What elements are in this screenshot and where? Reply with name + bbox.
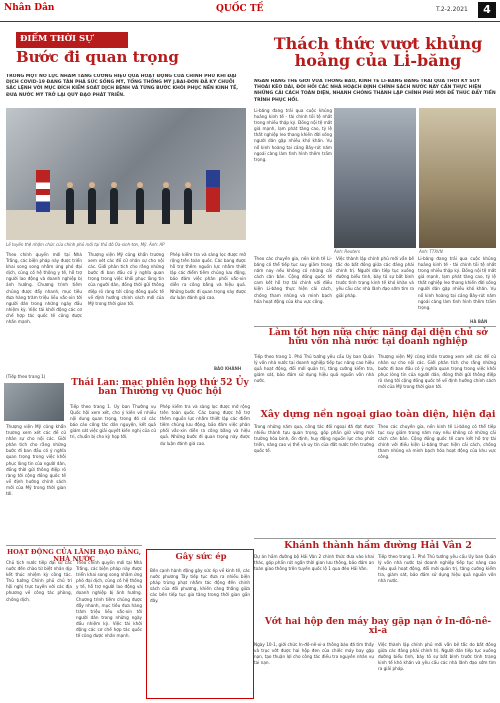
story8-headline: HOẠT ĐỘNG CỦA LÃNH ĐẠO ĐẢNG, NHÀ NƯỚC: [6, 548, 142, 563]
story8-column: Chủ tịch nước tiếp đại sứ các nước đến chào từ biệt nhân dịp kết thúc nhiệm kỳ công tác. Thủ tướng Chính phủ chủ trì hội nghị trực tuyến với các địa phương về công tác phòng, chống dịch.: [6, 560, 72, 602]
story1-author: BẢO KHÁNH: [214, 366, 242, 371]
story1-photo: [6, 108, 246, 240]
story2-column: Li-băng đang trải qua cuộc khủng hoảng kinh tế - tài chính tồi tệ nhất trong nhiều thập kỷ. Đồng nội tệ mất giá mạnh, lạm phát tăng cao, tỷ lệ thất nghiệp leo thang khiến đời sống người dân gặp nhiều khó khăn. Vụ nổ kinh hoàng tại cảng Bây-rút năm ngoái càng làm tình hình thêm trầm trọng.: [254, 108, 332, 162]
story2-column: Li-băng đang trải qua cuộc khủng hoảng kinh tế - tài chính tồi tệ nhất trong nhiều thập kỷ. Đồng nội tệ mất giá mạnh, lạm phát tăng cao, tỷ lệ thất nghiệp leo thang khiến đời sống người dân gặp nhiều khó khăn. Vụ nổ kinh hoàng tại cảng Bây-rút năm ngoái càng làm tình hình thêm trầm trọng.: [418, 256, 496, 310]
story4-headline: Xây dựng nền ngoại giao toàn diện, hiện đại: [260, 409, 496, 420]
story4-column: Theo các chuyên gia, nền kinh tế Li-băng có thể tiếp tục suy giảm trong năm nay nếu không có những cải cách căn bản. Cộng đồng quốc tế cam kết hỗ trợ tài chính với điều kiện Li-băng thực hiện cải cách, chống tham nhũng và minh bạch hóa hoạt động của khu vực công.: [378, 424, 496, 460]
story5-column: Dự án hầm đường bộ Hải Vân 2 chính thức đưa vào khai thác, góp phần rút ngắn thời gian lưu thông, bảo đảm an toàn giao thông trên tuyến quốc lộ 1 qua đèo Hải Vân.: [254, 554, 374, 572]
newspaper-logo: Nhân Dân: [4, 3, 55, 13]
continued-label: (Tiếp theo trang 1): [6, 374, 46, 379]
story1-column: Thượng viện Mỹ cũng khẩn trương xem xét các đề cử nhân sự cho nội các. Giới phân tích cho rằng những bước đi ban đầu có ý nghĩa quan trọng trong việc khôi phục lòng tin của người dân, đồng thời gửi thông điệp rõ ràng tới cộng đồng quốc tế về định hướng chính sách mới của Mỹ trong thời gian tới.: [88, 252, 164, 306]
story5-headline: Khánh thành hầm đường Hải Vân 2: [284, 540, 472, 551]
story2-headline: Thách thức vượt khủng hoảng của Li-băng: [273, 34, 483, 70]
story1-headline: Bước đi quan trọng: [16, 48, 179, 66]
story4-column: Trong những năm qua, công tác đối ngoại đã đạt được nhiều thành tựu quan trọng, góp phần giữ vững môi trường hòa bình, ổn định, huy động nguồn lực cho phát triển, nâng cao vị thế và uy tín của đất nước trên trường quốc tế.: [254, 424, 374, 454]
story7-headline: Thái Lan: mạc phiên họp thứ 52 Ủy ban Thường vụ Quốc hội: [71, 378, 249, 398]
story2-column: Theo các chuyên gia, nền kinh tế Li-băng có thể tiếp tục suy giảm trong năm nay nếu không có những cải cách căn bản. Cộng đồng quốc tế cam kết hỗ trợ tài chính với điều kiện Li-băng thực hiện cải cách, chống tham nhũng và minh bạch hóa hoạt động của khu vực công.: [254, 256, 332, 304]
story9-column: Bên cạnh hành động gây sức ép về kinh tế, các nước phương Tây tiếp tục đưa ra nhiều biện pháp trừng phạt nhằm tác động đến chính sách của đối phương, khiến căng thẳng giữa các bên tiếp tục gia tăng trong thời gian gần đây.: [150, 568, 250, 604]
column-kicker: ĐIỂM THỜI SỰ: [16, 32, 128, 48]
story1-column: Theo chính quyền mới tại Nhà Trắng, các biện pháp này được triển khai song song nhằm ứng phó đại dịch, củng cố hệ thống y tế, hỗ trợ người lao động và doanh nghiệp bị ảnh hưởng. Chương trình tiêm chủng được đẩy nhanh, mục tiêu đưa hàng trăm triệu liều vắc-xin tới người dân trong những ngày đầu nhiệm kỳ. Việc tái khởi động các cơ chế hợp tác quốc tế cũng được nhấn mạnh.: [6, 252, 82, 325]
story1-lede: TRONG MỘT NỖ LỰC NHẰM TĂNG CƯỜNG HIỆU QUẢ HOẠT ĐỘNG CỦA CHÍNH PHỦ KHI ĐẠI DỊCH COVID-19 ĐANG TÀN PHÁ SỨC SỐNG MỸ, TỔNG THỐNG MỸ J.BAI-ĐƠN ĐÃ KÝ CHUỖI SẮC LỆNH VỚI MỤC ĐÍCH KIỂM SOÁT DỊCH BỆNH VÀ TỪNG BƯỚC KHÔI PHỤC NỀN KINH TẾ, ĐƯA NƯỚC MỸ TRỞ LẠI QUỸ ĐẠO PHÁT TRIỂN.: [6, 74, 239, 98]
story7-column: Phép kiểm tra và sàng lọc được mở rộng trên toàn quốc. Các bang được hỗ trợ thêm nguồn lực nhằm thiết lập các điểm tiêm chủng lưu động, bảo đảm việc phân phối vắc-xin diễn ra công bằng và hiệu quả. Những bước đi quan trọng này được dư luận đánh giá cao.: [160, 404, 250, 446]
issue-date: T.2-2.2021: [436, 6, 468, 13]
story2-caption: Ảnh: Reuters: [334, 249, 360, 254]
story6-headline: Vớt hai hộp đen máy bay gặp nạn ở In-đô-nê-xi-a: [264, 617, 492, 637]
story8-column: Theo chính quyền mới tại Nhà Trắng, các biện pháp này được triển khai song song nhằm ứng phó đại dịch, củng cố hệ thống y tế, hỗ trợ người lao động và doanh nghiệp bị ảnh hưởng. Chương trình tiêm chủng được đẩy nhanh, mục tiêu đưa hàng trăm triệu liều vắc-xin tới người dân trong những ngày đầu nhiệm kỳ. Việc tái khởi động các cơ chế hợp tác quốc tế cũng được nhấn mạnh.: [76, 560, 142, 639]
story7-column: Tiếp theo trang 1. Ủy ban Thường vụ Quốc hội xem xét, cho ý kiến về nhiều nội dung quan trọng, trong đó có các báo cáo công tác dân nguyện, kết quả giám sát việc giải quyết kiến nghị của cử tri, chuẩn bị cho kỳ họp tới.: [70, 404, 156, 440]
story1-caption: Lễ tuyên thệ nhậm chức của chính phủ mới tại thủ đô Oa-sinh-tơn, Mỹ. Ảnh: AP: [6, 242, 165, 247]
story2-photo: [419, 108, 496, 248]
story3-column: Tiếp theo trang 1. Phó Thủ tướng yêu cầu Ủy ban Quản lý vốn nhà nước tại doanh nghiệp tiếp tục nâng cao hiệu quả hoạt động, đổi mới quản trị, tăng cường kiểm tra, giám sát, bảo đảm sử dụng hiệu quả nguồn vốn nhà nước.: [254, 354, 374, 384]
story2-lede: NGÂN HÀNG THẾ GIỚI VỪA THÔNG BÁO, KINH TẾ LI-BĂNG ĐANG TRẢI QUA THỜI KỲ SUY THOÁI KÉO DÀI, ĐÒI HỎI CÁC NHÀ HOẠCH ĐỊNH CHÍNH SÁCH NƯỚC NÀY CẦN THỰC HIỆN NHỮNG CẢI CÁCH TOÀN DIỆN, NHANH CHÓNG THÀNH LẬP CHÍNH PHỦ MỚI ĐỂ THÚC ĐẨY TIẾN TRÌNH PHỤC HỒI.: [254, 79, 496, 103]
story2-caption: Ảnh: TTXVN: [419, 249, 443, 254]
page-number: 4: [478, 2, 496, 18]
story7-photo: [4, 383, 64, 421]
story2-author: HÀ BẢN: [470, 319, 488, 324]
story5-column: Tiếp theo trang 1. Phó Thủ tướng yêu cầu Ủy ban Quản lý vốn nhà nước tại doanh nghiệp tiếp tục nâng cao hiệu quả hoạt động, đổi mới quản trị, tăng cường kiểm tra, giám sát, bảo đảm sử dụng hiệu quả nguồn vốn nhà nước.: [378, 554, 496, 584]
story6-column: Việc thành lập chính phủ mới vẫn bế tắc do bất đồng giữa các đảng phái chính trị. Người dân tiếp tục xuống đường biểu tình, bày tỏ sự bất bình trước tình trạng kinh tế khó khăn và yêu cầu các nhà lãnh đạo sớm tìm ra giải pháp.: [378, 642, 496, 672]
story9-headline: Gây sức ép: [175, 552, 227, 562]
story3-headline: Làm tốt hơn nữa chức năng đại diện chủ sở hữu vốn nhà nước tại doanh nghiệp: [268, 328, 488, 348]
divider: [254, 326, 496, 327]
story1-column: Thượng viện Mỹ cũng khẩn trương xem xét các đề cử nhân sự cho nội các. Giới phân tích cho rằng những bước đi ban đầu có ý nghĩa quan trọng trong việc khôi phục lòng tin của người dân, đồng thời gửi thông điệp rõ ràng tới cộng đồng quốc tế về định hướng chính sách mới của Mỹ trong thời gian tới.: [6, 424, 66, 497]
divider: [254, 538, 496, 539]
story1-column: Phép kiểm tra và sàng lọc được mở rộng trên toàn quốc. Các bang được hỗ trợ thêm nguồn lực nhằm thiết lập các điểm tiêm chủng lưu động, bảo đảm việc phân phối vắc-xin diễn ra công bằng và hiệu quả. Những bước đi quan trọng này được dư luận đánh giá cao.: [170, 252, 246, 300]
divider: [6, 545, 142, 546]
story6-column: Ngày 10-1, giới chức In-đô-nê-xi-a thông báo đã tìm thấy và trục vớt được hai hộp đen của chiếc máy bay gặp nạn, tạo thuận lợi cho công tác điều tra nguyên nhân vụ tai nạn.: [254, 642, 374, 666]
section-title: QUỐC TẾ: [216, 4, 264, 14]
story2-photo: [334, 108, 416, 248]
story2-column: Việc thành lập chính phủ mới vẫn bế tắc do bất đồng giữa các đảng phái chính trị. Người dân tiếp tục xuống đường biểu tình, bày tỏ sự bất bình trước tình trạng kinh tế khó khăn và yêu cầu các nhà lãnh đạo sớm tìm ra giải pháp.: [336, 256, 414, 298]
story3-column: Thượng viện Mỹ cũng khẩn trương xem xét các đề cử nhân sự cho nội các. Giới phân tích cho rằng những bước đi ban đầu có ý nghĩa quan trọng trong việc khôi phục lòng tin của người dân, đồng thời gửi thông điệp rõ ràng tới cộng đồng quốc tế về định hướng chính sách mới của Mỹ trong thời gian tới.: [378, 354, 496, 390]
